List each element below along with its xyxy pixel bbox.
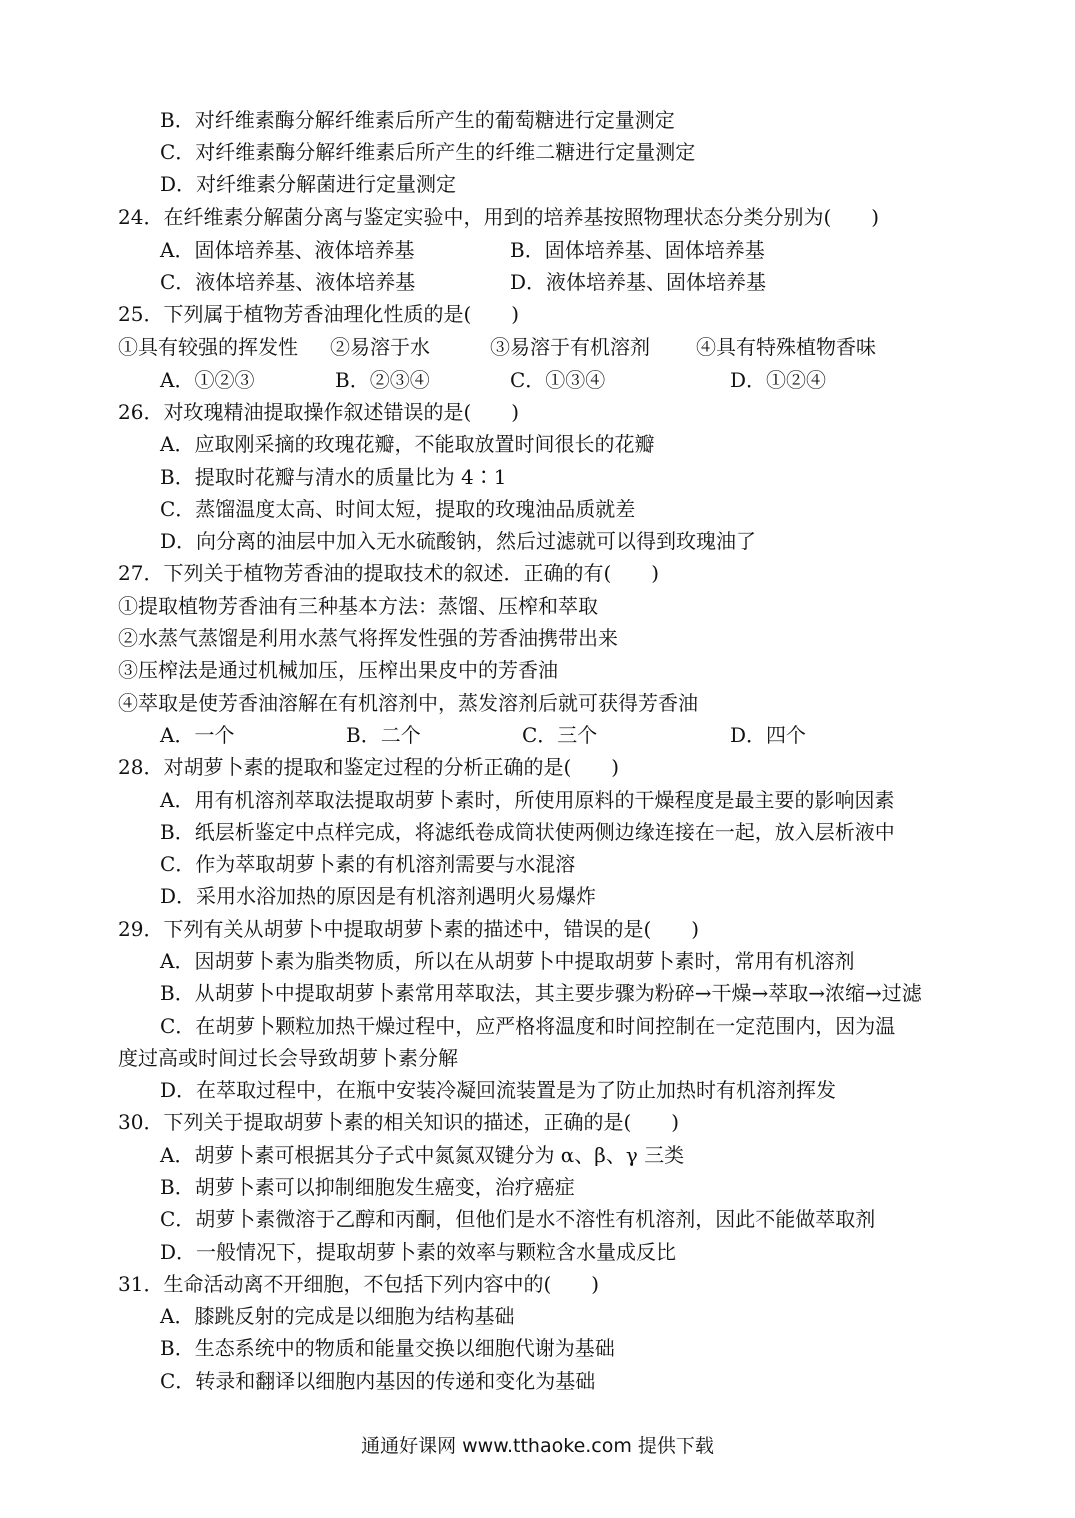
text-line: 31．生命活动离不开细胞，不包括下列内容中的( ) [118,1272,600,1296]
text-line: C．胡萝卜素微溶于乙醇和丙酮，但他们是水不溶性有机溶剂，因此不能做萃取剂 [160,1207,876,1231]
option-text: ②易溶于水 [330,335,430,359]
option-text: D．四个 [730,723,807,747]
text-line: 26．对玫瑰精油提取操作叙述错误的是( ) [118,400,520,424]
text-line: D．向分离的油层中加入无水硫酸钠，然后过滤就可以得到玫瑰油了 [160,529,757,553]
option-text: A．固体培养基、液体培养基 [160,238,415,262]
option-text: A．一个 [160,723,235,747]
text-line: B．纸层析鉴定中点样完成，将滤纸卷成筒状使两侧边缘连接在一起，放入层析液中 [160,820,895,844]
option-text: D．液体培养基、固体培养基 [510,270,767,294]
text-line: C．转录和翻译以细胞内基因的传递和变化为基础 [160,1369,596,1393]
text-line: C．在胡萝卜颗粒加热干燥过程中，应严格将温度和时间控制在一定范围内，因为温 [160,1014,896,1038]
option-text: ①具有较强的挥发性 [118,335,298,359]
text-line: A．用有机溶剂萃取法提取胡萝卜素时，所使用原料的干燥程度是最主要的影响因素 [160,788,895,812]
text-line: 28．对胡萝卜素的提取和鉴定过程的分析正确的是( ) [118,755,620,779]
option-text: ④具有特殊植物香味 [696,335,876,359]
text-line: A．应取刚采摘的玫瑰花瓣，不能取放置时间很长的花瓣 [160,432,655,456]
text-line: ②水蒸气蒸馏是利用水蒸气将挥发性强的芳香油携带出来 [118,626,618,650]
text-line: D．在萃取过程中，在瓶中安装冷凝回流装置是为了防止加热时有机溶剂挥发 [160,1078,837,1102]
option-text: B．固体培养基、固体培养基 [510,238,765,262]
text-line: 25．下列属于植物芳香油理化性质的是( ) [118,302,520,326]
text-line: 24．在纤维素分解菌分离与鉴定实验中，用到的培养基按照物理状态分类分别为( ) [118,205,880,229]
text-line: B．生态系统中的物质和能量交换以细胞代谢为基础 [160,1336,615,1360]
text-line: A．膝跳反射的完成是以细胞为结构基础 [160,1304,515,1328]
text-line: D．采用水浴加热的原因是有机溶剂遇明火易爆炸 [160,884,597,908]
option-text: A．①②③ [160,368,255,392]
text-line: B．从胡萝卜中提取胡萝卜素常用萃取法，其主要步骤为粉碎→干燥→萃取→浓缩→过滤 [160,981,922,1005]
text-line: 27．下列关于植物芳香油的提取技术的叙述．正确的有( ) [118,561,660,585]
option-text: D．①②④ [730,368,827,392]
options-line [0,234,1075,266]
options-line [0,266,1075,298]
text-line: A．胡萝卜素可根据其分子式中氮氮双键分为 α、β、γ 三类 [160,1143,685,1167]
text-line: ④萃取是使芳香油溶解在有机溶剂中，蒸发溶剂后就可获得芳香油 [118,691,698,715]
text-line: D．一般情况下，提取胡萝卜素的效率与颗粒含水量成反比 [160,1240,677,1264]
text-line: B．对纤维素酶分解纤维素后所产生的葡萄糖进行定量测定 [160,108,675,132]
option-text: B．②③④ [335,368,430,392]
text-line: C．对纤维素酶分解纤维素后所产生的纤维二糖进行定量测定 [160,140,696,164]
text-line: ①提取植物芳香油有三种基本方法：蒸馏、压榨和萃取 [118,594,598,618]
option-text: ③易溶于有机溶剂 [490,335,650,359]
option-text: C．①③④ [510,368,606,392]
options-line [0,719,1075,751]
text-line: 度过高或时间过长会导致胡萝卜素分解 [118,1046,458,1070]
text-line: 29．下列有关从胡萝卜中提取胡萝卜素的描述中，错误的是( ) [118,917,700,941]
download-footer: 通通好课网 www.tthaoke.com 提供下载 [361,1435,714,1457]
options-line [0,331,1075,363]
text-line: D．对纤维素分解菌进行定量测定 [160,172,457,196]
text-line: A．因胡萝卜素为脂类物质，所以在从胡萝卜中提取胡萝卜素时，常用有机溶剂 [160,949,855,973]
text-line: C．蒸馏温度太高、时间太短，提取的玫瑰油品质就差 [160,497,636,521]
text-line: ③压榨法是通过机械加压，压榨出果皮中的芳香油 [118,658,558,682]
option-text: C．三个 [522,723,598,747]
text-line: B．提取时花瓣与清水的质量比为 4∶1 [160,465,507,489]
option-text: B．二个 [346,723,421,747]
text-line: C．作为萃取胡萝卜素的有机溶剂需要与水混溶 [160,852,576,876]
option-text: C．液体培养基、液体培养基 [160,270,416,294]
options-line [0,364,1075,396]
text-line: 30．下列关于提取胡萝卜素的相关知识的描述，正确的是( ) [118,1110,680,1134]
text-line: B．胡萝卜素可以抑制细胞发生癌变，治疗癌症 [160,1175,575,1199]
